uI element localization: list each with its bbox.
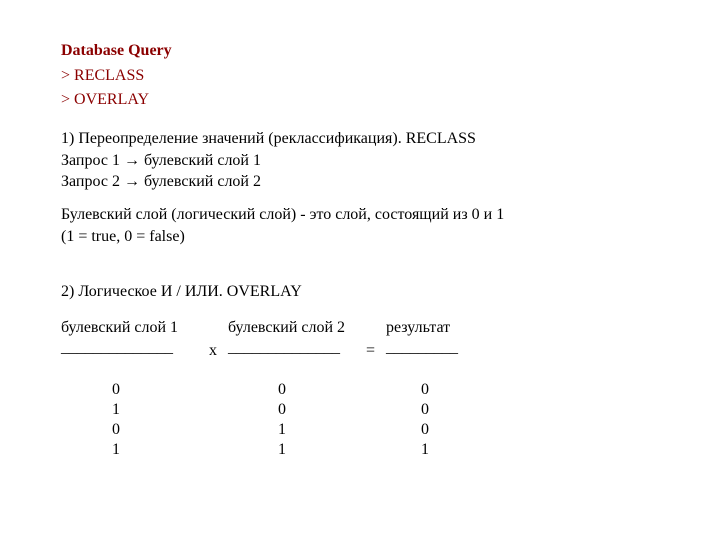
definition-line-2: (1 = true, 0 = false) bbox=[61, 228, 185, 245]
cell-result-3: 1 bbox=[421, 441, 429, 458]
section2-heading: 2) Логическое И / ИЛИ. OVERLAY bbox=[61, 283, 302, 300]
operator-multiply: x bbox=[209, 342, 217, 359]
table-header-layer2: булевский слой 2 bbox=[228, 319, 346, 336]
header-item-reclass: > RECLASS bbox=[61, 67, 145, 84]
cell-layer1-3: 1 bbox=[112, 441, 120, 458]
cell-layer1-2: 0 bbox=[112, 421, 120, 438]
underline-layer2: ______________ bbox=[228, 339, 340, 356]
cell-layer2-3: 1 bbox=[278, 441, 286, 458]
header-item-overlay: > OVERLAY bbox=[61, 91, 149, 108]
cell-result-0: 0 bbox=[421, 381, 429, 398]
cell-layer1-0: 0 bbox=[112, 381, 120, 398]
underline-result: _________ bbox=[386, 339, 458, 356]
underline-layer1: ______________ bbox=[61, 339, 173, 356]
table-header-layer1: булевский слой 1 bbox=[61, 319, 179, 336]
cell-layer2-1: 0 bbox=[278, 401, 286, 418]
section1-line-2: Запрос 2 → булевский слой 2 bbox=[61, 173, 261, 190]
page-title: Database Query bbox=[61, 42, 172, 59]
cell-result-1: 0 bbox=[421, 401, 429, 418]
table-header-result: результат bbox=[386, 319, 451, 336]
cell-layer2-2: 1 bbox=[278, 421, 286, 438]
section1-line-1: Запрос 1 → булевский слой 1 bbox=[61, 152, 261, 169]
cell-result-2: 0 bbox=[421, 421, 429, 438]
cell-layer2-0: 0 bbox=[278, 381, 286, 398]
cell-layer1-1: 1 bbox=[112, 401, 120, 418]
section1-heading: 1) Переопределение значений (реклассификация). RECLASS bbox=[61, 130, 476, 147]
definition-line-1: Булевский слой (логический слой) - это слой, состоящий из 0 и 1 bbox=[61, 206, 505, 223]
operator-equals: = bbox=[366, 342, 376, 359]
